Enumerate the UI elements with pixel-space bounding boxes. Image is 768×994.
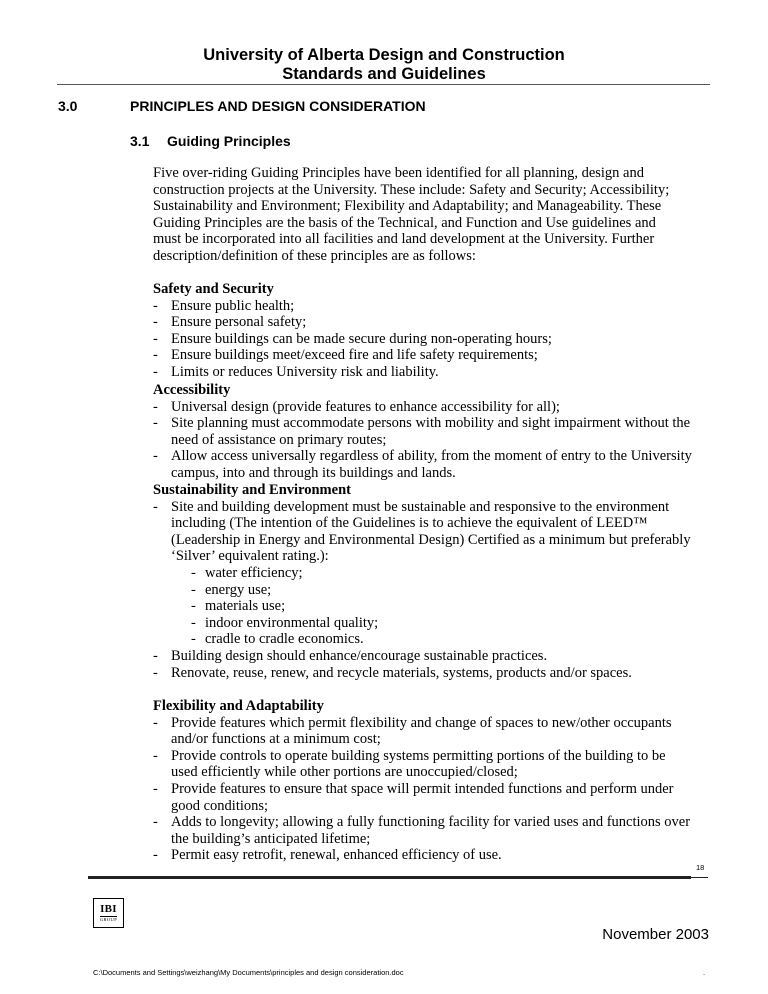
principle-safety-security bbox=[153, 281, 693, 381]
list-item: - Provide features which permit flexibility and change of spaces to new/other occupants and/or functions at a minimum cost; bbox=[153, 715, 693, 748]
list-item: - Ensure buildings meet/exceed fire and life safety requirements; bbox=[153, 347, 693, 364]
logo-mark: IBI bbox=[100, 902, 117, 915]
list-item bbox=[153, 499, 693, 648]
sub-list-item: - indoor environmental quality; bbox=[191, 615, 693, 632]
list-item-text: Site and building development must be sustainable and responsive to the environment including (The intention of the Guidelines is to achieve the equivalent of LEED™ (Leadership in Energy and Environmental Design) Certified as a minimum but preferably ‘Silver’ equivalent rating.): bbox=[171, 498, 691, 565]
list-item: - Ensure buildings can be made secure during non-operating hours; bbox=[153, 331, 693, 348]
list-item: - Building design should enhance/encourage sustainable practices. bbox=[153, 648, 693, 665]
principle-title: Accessibility bbox=[153, 382, 231, 398]
list-item: - Allow access universally regardless of ability, from the moment of entry to the University campus, into and through its buildings and lands. bbox=[153, 448, 693, 481]
trailing-mark: . bbox=[703, 968, 706, 977]
list-item: - Adds to longevity; allowing a fully functioning facility for varied uses and functions over the building’s anticipated lifetime; bbox=[153, 814, 693, 847]
footer-rule-tail bbox=[691, 877, 708, 878]
header-rule bbox=[57, 84, 710, 85]
sub-list-item: - materials use; bbox=[191, 598, 693, 615]
list-item: - Ensure public health; bbox=[153, 298, 693, 315]
principle-title: Sustainability and Environment bbox=[153, 482, 351, 498]
page-number: 18 bbox=[696, 863, 705, 872]
sub-list-item: - water efficiency; bbox=[191, 565, 693, 582]
list-item: - Universal design (provide features to enhance accessibility for all); bbox=[153, 399, 693, 416]
list-item: - Provide features to ensure that space will permit intended functions and perform under good conditions; bbox=[153, 781, 693, 814]
document-title: University of Alberta Design and Construction bbox=[203, 46, 565, 64]
file-path: C:\Documents and Settings\weizhang\My Documents\principles and design consideration.doc bbox=[93, 968, 404, 977]
footer-rule bbox=[88, 876, 691, 879]
document-subtitle: Standards and Guidelines bbox=[282, 65, 486, 83]
subsection-title: Guiding Principles bbox=[167, 133, 291, 149]
section-number: 3.0 bbox=[58, 98, 78, 114]
principle-title: Flexibility and Adaptability bbox=[153, 698, 324, 714]
list-item: - Ensure personal safety; bbox=[153, 314, 693, 331]
subsection-number: 3.1 bbox=[130, 133, 150, 149]
principle-title: Safety and Security bbox=[153, 281, 274, 297]
sub-list-item: - cradle to cradle economics. bbox=[191, 631, 693, 648]
intro-paragraph: Five over-riding Guiding Principles have been identified for all planning, design and construction projects at the University. These include: Safety and Security; Accessibility; Sustainability and Environment; Flexibility and Adaptability; and Manageability. These Guiding Principles are the basis of the Technical, and Function and Use guidelines and must be incorporated into all facilities and land development at the University. Further description/definition of these principles are as follows: bbox=[153, 165, 670, 264]
list-item: - Permit easy retrofit, renewal, enhanced efficiency of use. bbox=[153, 847, 693, 864]
logo-subtext: GROUP bbox=[99, 916, 118, 922]
sub-list-item: - energy use; bbox=[191, 582, 693, 599]
list-item: - Provide controls to operate building systems permitting portions of the building to be used efficiently while other portions are unoccupied/closed; bbox=[153, 748, 693, 781]
list-item: - Renovate, reuse, renew, and recycle materials, systems, products and/or spaces. bbox=[153, 665, 693, 682]
principle-accessibility bbox=[153, 382, 693, 482]
company-logo bbox=[93, 898, 124, 928]
document-date: November 2003 bbox=[602, 926, 709, 943]
principle-sustainability bbox=[153, 482, 693, 681]
list-item: - Site planning must accommodate persons with mobility and sight impairment without the need of assistance on primary routes; bbox=[153, 415, 693, 448]
principle-flexibility bbox=[153, 698, 693, 864]
list-item: - Limits or reduces University risk and liability. bbox=[153, 364, 693, 381]
section-title: PRINCIPLES AND DESIGN CONSIDERATION bbox=[130, 98, 426, 114]
